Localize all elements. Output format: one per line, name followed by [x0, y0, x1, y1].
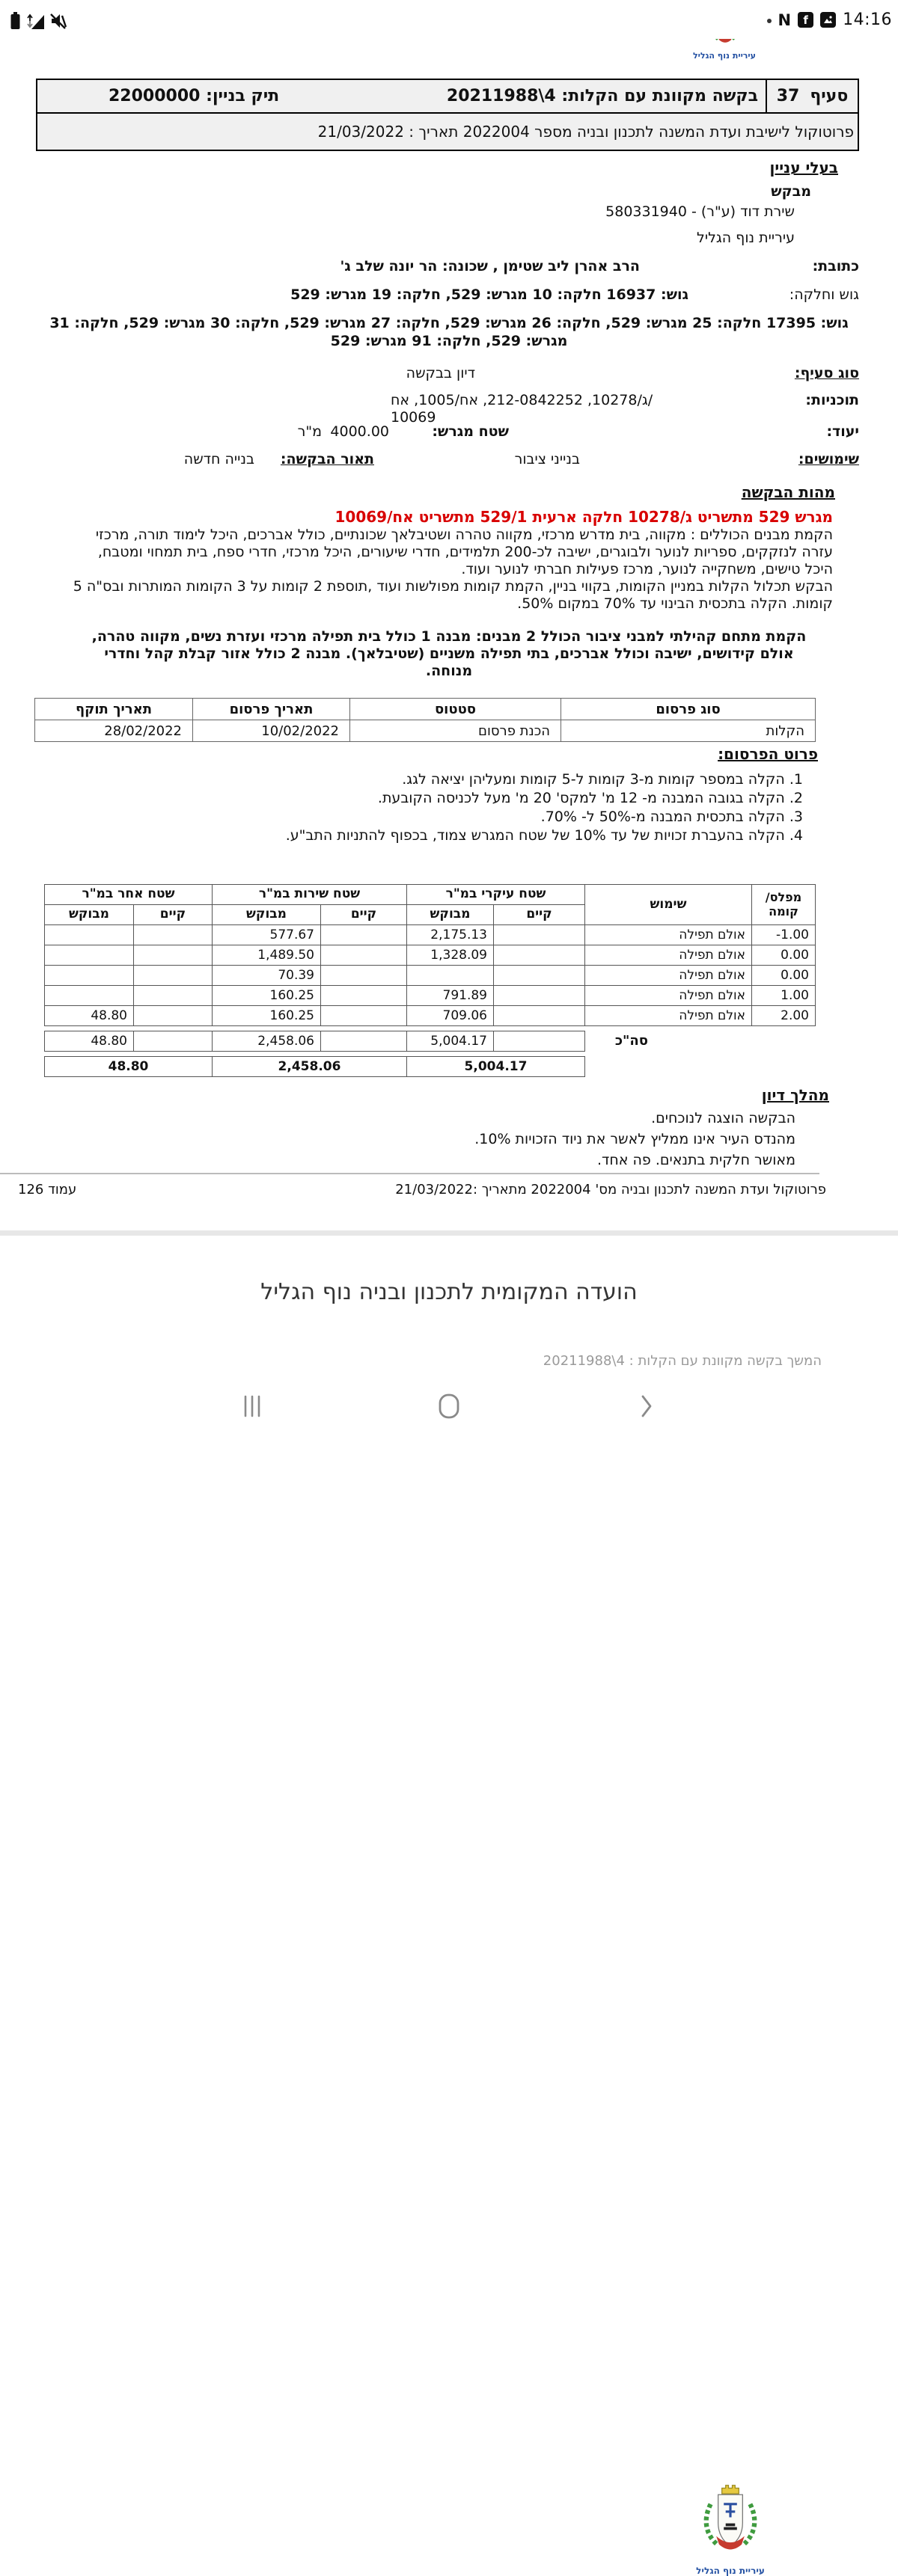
sum-label: סה"כ	[614, 1033, 648, 1049]
address-label: כתובת:	[812, 258, 859, 275]
discussion-title: מהלך דיון	[761, 1086, 829, 1104]
main-requested-cell	[407, 966, 494, 986]
essence-title: מהות הבקשה	[741, 483, 835, 501]
footer-protocol-text: פרוטוקול ועדת המשנה לתכנון ובניה מס' 2022004 מתאריך :21/03/2022	[395, 1182, 826, 1197]
other-existing-cell	[133, 966, 212, 986]
recent-apps-button[interactable]	[222, 1376, 282, 1436]
other-requested-cell	[44, 986, 133, 1006]
use-header: שימוש	[585, 885, 752, 925]
total-main-cell: 5,004.17	[407, 1057, 585, 1077]
other-requested-cell	[44, 966, 133, 986]
wifi-icon	[25, 12, 45, 30]
service-existing-header: קיים	[321, 905, 407, 925]
publication-table-header-row	[35, 699, 816, 720]
back-button[interactable]	[617, 1376, 676, 1436]
footer-divider	[0, 1173, 819, 1174]
home-icon	[439, 1393, 459, 1419]
discussion-line: מאושר חלקית בתנאים. פה אחד.	[596, 1152, 795, 1168]
address-row	[39, 258, 859, 279]
service-existing-cell	[321, 945, 407, 966]
municipality-emblem-icon	[697, 2483, 763, 2563]
use-cell: אולם תפילה	[585, 925, 752, 945]
other-requested-cell: 48.80	[44, 1006, 133, 1026]
service-requested-cell: 70.39	[212, 966, 320, 986]
total-other-cell: 48.80	[45, 1057, 213, 1077]
essence-paragraph-1: הקמת מבנים הכוללים : מקווה, בית מדרש מרכזי, מקווה טהרה ושטיבלאך שכונתיים, כולל אברכים, היכל לימוד תורה, מרכזי עזרה לנזקקים, ספריות לנוער ולבוגרים, ישיבה לכ-200 תלמידים, חדרי שיעורים, היכל מרכזי, חדרי ספח, בית תמחוי ומטבח, היכל טישים, משחקייה לנוער, מרכז פעילות חברתי לנוער ועוד.	[95, 527, 833, 577]
areas-row	[44, 1006, 815, 1026]
landuse-label: יעוד:	[826, 423, 859, 440]
other-requested-cell	[44, 925, 133, 945]
level-cell: -1.00	[752, 925, 816, 945]
applicant-label: מבקש	[771, 183, 811, 200]
item-type-label: סוג סעיף:	[794, 365, 859, 381]
service-requested-cell: 577.67	[212, 925, 320, 945]
other-existing-header: קיים	[133, 905, 212, 925]
publication-type-cell: הקלות	[561, 720, 816, 742]
back-chevron-icon	[641, 1395, 653, 1417]
sum-service-requested-cell: 2,458.06	[213, 1031, 321, 1052]
sum-service-existing-cell	[321, 1031, 407, 1052]
parcel-row	[39, 286, 859, 307]
publication-validity-header: תאריך תוקף	[35, 699, 193, 720]
other-requested-cell	[44, 945, 133, 966]
publication-status-cell: הכנת פרסום	[350, 720, 561, 742]
item-type-row	[39, 365, 859, 386]
footer-page-number: עמוד 126	[18, 1182, 77, 1197]
other-existing-cell	[133, 986, 212, 1006]
areas-header-row-groups	[44, 885, 815, 905]
areas-row	[44, 966, 815, 986]
service-requested-cell: 160.25	[212, 986, 320, 1006]
plans-value-line1: ג/10278, 212-0842252, אח/1005, אח/	[391, 392, 653, 408]
uses-row	[39, 451, 859, 472]
municipality-logo-caption: עיריית נוף הגליל	[696, 2566, 765, 2576]
publication-status-header: סטטוס	[350, 699, 561, 720]
uses-value: בנייני ציבור	[514, 451, 580, 467]
level-cell: 2.00	[752, 1006, 816, 1026]
areas-row	[44, 945, 815, 966]
committee-title: הועדה המקומית לתכנון ובניה נוף הגליל	[260, 1279, 638, 1305]
request-label: בקשה מקוונת עם הקלות:	[561, 87, 758, 105]
main-requested-cell: 709.06	[407, 1006, 494, 1026]
protocol-subtitle: פרוטוקול לישיבת ועדת המשנה לתכנון ובניה מספר 2022004 תאריך : 21/03/2022	[36, 114, 859, 151]
areas-sum-row	[39, 1031, 859, 1052]
android-navigation-bar	[0, 1376, 898, 1436]
uses-label: שימושים:	[798, 451, 859, 467]
sum-other-existing-cell	[134, 1031, 213, 1052]
essence-title-row	[39, 483, 859, 501]
continuation-number: 20211988\4	[543, 1353, 625, 1369]
building-file-number: 22000000	[109, 87, 201, 105]
parcel-value-1: גוש: 16937 חלקה: 10 מגרש: 529, חלקה: 19 מגרש: 529	[290, 286, 688, 303]
publication-detail-item: 1. הקלה במספר קומות מ-3 קומות ל-5 קומות ומעליהן יציאה לגג.	[402, 771, 803, 788]
main-existing-cell	[494, 966, 585, 986]
page-separator	[0, 1230, 898, 1236]
item-type-value: דיון בבקשה	[406, 365, 475, 381]
app-n-notification-icon: N	[778, 10, 792, 29]
applicant-organization: עיריית נוף הגליל	[697, 230, 795, 246]
stakeholders-section	[39, 159, 859, 246]
protocol-header-row	[36, 79, 859, 114]
service-requested-cell: 160.25	[212, 1006, 320, 1026]
areas-total-row	[39, 1056, 859, 1077]
publication-details-list	[39, 770, 803, 845]
use-cell: אולם תפילה	[585, 986, 752, 1006]
status-bar	[0, 0, 898, 39]
main-requested-header: מבוקש	[407, 905, 494, 925]
sum-main-existing-cell	[494, 1031, 585, 1052]
parcel-value-2: גוש: 17395 חלקה: 25 מגרש: 529, חלקה: 26 מגרש: 529, חלקה: 27 מגרש: 529, חלקה: 30 מגרש: 529, חלקה: 31 מגרש: 529, חלקה: 91 מגרש: 529	[49, 315, 849, 349]
battery-icon	[10, 12, 20, 30]
lot-area-label: שטח מגרש:	[432, 423, 509, 440]
main-requested-cell: 1,328.09	[407, 945, 494, 966]
publication-date-cell: 10/02/2022	[193, 720, 350, 742]
status-bar-left-icons	[10, 12, 67, 30]
publication-type-header: סוג פרסום	[561, 699, 816, 720]
pdf-document-page-1[interactable]	[0, 0, 898, 1230]
use-cell: אולם תפילה	[585, 966, 752, 986]
level-cell: 0.00	[752, 945, 816, 966]
publication-detail-item: 4. הקלה בהעברת זכויות של עד 10% של שטח המגרש צמוד, בכפוף להתניות התב"ע.	[285, 827, 803, 844]
continuation-label: המשך בקשה מקוונת עם הקלות :	[629, 1353, 822, 1369]
other-existing-cell	[133, 1006, 212, 1026]
stakeholders-title: בעלי עניין	[769, 159, 838, 177]
publication-table-section	[39, 698, 859, 742]
building-file-label: תיק בניין:	[206, 87, 280, 105]
main-existing-cell	[494, 945, 585, 966]
essence-paragraphs	[39, 527, 859, 613]
service-existing-cell	[321, 966, 407, 986]
municipality-logo	[696, 2483, 765, 2576]
main-existing-cell	[494, 1006, 585, 1026]
service-requested-header: מבוקש	[212, 905, 320, 925]
main-requested-cell: 791.89	[407, 986, 494, 1006]
address-value: הרב אהרן ליב שטימן , שכונה: הר יונה שלב ג'	[340, 258, 640, 275]
service-area-header: שטח שירות במ"ר	[212, 885, 406, 905]
plans-value-line2: 10069	[391, 409, 436, 426]
notification-dot-icon	[767, 19, 772, 23]
main-existing-cell	[494, 925, 585, 945]
discussion-title-row	[39, 1086, 859, 1104]
plans-value	[391, 392, 688, 426]
landuse-row	[39, 423, 859, 444]
main-requested-cell: 2,175.13	[407, 925, 494, 945]
lot-area-value: 4000.00	[330, 423, 389, 440]
other-requested-header: מבוקש	[44, 905, 133, 925]
level-header: מפלס/ קומה	[752, 885, 816, 925]
sum-main-requested-cell: 5,004.17	[407, 1031, 494, 1052]
protocol-header	[36, 79, 859, 151]
status-bar-right-icons	[767, 10, 892, 29]
screenshot-notification-icon	[820, 12, 836, 28]
sum-other-requested-cell: 48.80	[45, 1031, 134, 1052]
publication-detail-item: 3. הקלה בתכסית המבנה מ-50% ל- 70%.	[540, 809, 803, 825]
section-label: סעיף	[810, 87, 849, 105]
parcel-label: גוש וחלקה:	[789, 286, 859, 303]
publication-table-row	[35, 720, 816, 742]
areas-sum-table	[44, 1031, 585, 1052]
section-number: 37	[776, 87, 800, 105]
home-button[interactable]	[419, 1376, 479, 1436]
areas-row	[44, 925, 815, 945]
pdf-document-page-2[interactable]	[0, 1236, 898, 2576]
essence-red-line: מגרש 529 מתשריט ג/10278 חלקה ארעית 529/1 מתשריט אח/10069	[335, 508, 833, 526]
lot-area-unit: מ"ר	[297, 423, 322, 440]
mute-icon	[50, 12, 67, 30]
building-file-cell	[109, 87, 279, 105]
main-existing-cell	[494, 986, 585, 1006]
use-cell: אולם תפילה	[585, 1006, 752, 1026]
request-description-value: בנייה חדשה	[183, 451, 254, 467]
status-clock: 14:16	[843, 10, 892, 29]
publication-detail-item: 2. הקלה בגובה המבנה מ- 12 מ' למקס' 20 מ' מעל לכניסה הקובעת.	[377, 790, 803, 806]
recent-apps-icon	[243, 1395, 261, 1417]
main-existing-header: קיים	[494, 905, 585, 925]
publication-validity-cell: 28/02/2022	[35, 720, 193, 742]
publication-table	[34, 698, 816, 742]
section-number-cell	[766, 80, 858, 112]
publication-details-title-row	[39, 745, 859, 763]
essence-paragraph-2: הבקש תכלול הקלות במניין הקומות, בקווי בניין, הקמת קומות מפולשות ועוד ,תוספת 2 קומות על 3 הקומות המותרות ובס"ה 5 קומות. הקלה בתכסית הבינוי עד 70% במקום 50%.	[73, 578, 833, 612]
level-cell: 1.00	[752, 986, 816, 1006]
other-area-header: שטח אחר במ"ר	[44, 885, 212, 905]
request-number-cell	[447, 87, 766, 105]
level-cell: 0.00	[752, 966, 816, 986]
service-existing-cell	[321, 1006, 407, 1026]
areas-row	[44, 986, 815, 1006]
request-description-label: תאור הבקשה:	[280, 451, 374, 467]
areas-total-table	[44, 1056, 585, 1077]
use-cell: אולם תפילה	[585, 945, 752, 966]
plans-label: תוכניות:	[805, 392, 859, 408]
discussion-lines	[39, 1108, 795, 1171]
discussion-line: מהנדס העיר אינו ממליץ לאשר את ניוד הזכויות 10%.	[474, 1131, 795, 1147]
areas-table-section	[39, 884, 859, 1077]
service-requested-cell: 1,489.50	[212, 945, 320, 966]
publication-date-header: תאריך פרסום	[193, 699, 350, 720]
main-area-header: שטח עיקרי במ"ר	[407, 885, 585, 905]
areas-table	[44, 884, 816, 1026]
facebook-notification-icon: f	[798, 12, 813, 28]
request-number: 20211988\4	[446, 87, 556, 105]
other-existing-cell	[133, 925, 212, 945]
municipality-logo-caption: עיריית נוף הגליל	[692, 51, 756, 61]
applicant-name: שירת דוד (ע"ר) - 580331940	[605, 203, 795, 220]
service-existing-cell	[321, 986, 407, 1006]
service-existing-cell	[321, 925, 407, 945]
essence-paragraph-3: הקמת מתחם קהילתי למבני ציבור הכולל 2 מבנים: מבנה 1 כולל בית תפילה מרכזי ועזרת נשים, מקווה טהרה, אולם קידושים, ישיבה וכולל אברכים, בתי תפילה משניים (שטיבלאך). מבנה 2 כולל אזור קבלת קהל וחדרי מנוחה.	[91, 628, 807, 679]
publication-details-title: פרוט הפרסום:	[718, 745, 818, 763]
total-service-cell: 2,458.06	[213, 1057, 407, 1077]
other-existing-cell	[133, 945, 212, 966]
discussion-line: הבקשה הוצגה לנוכחים.	[651, 1110, 795, 1126]
continuation-text	[543, 1353, 822, 1369]
